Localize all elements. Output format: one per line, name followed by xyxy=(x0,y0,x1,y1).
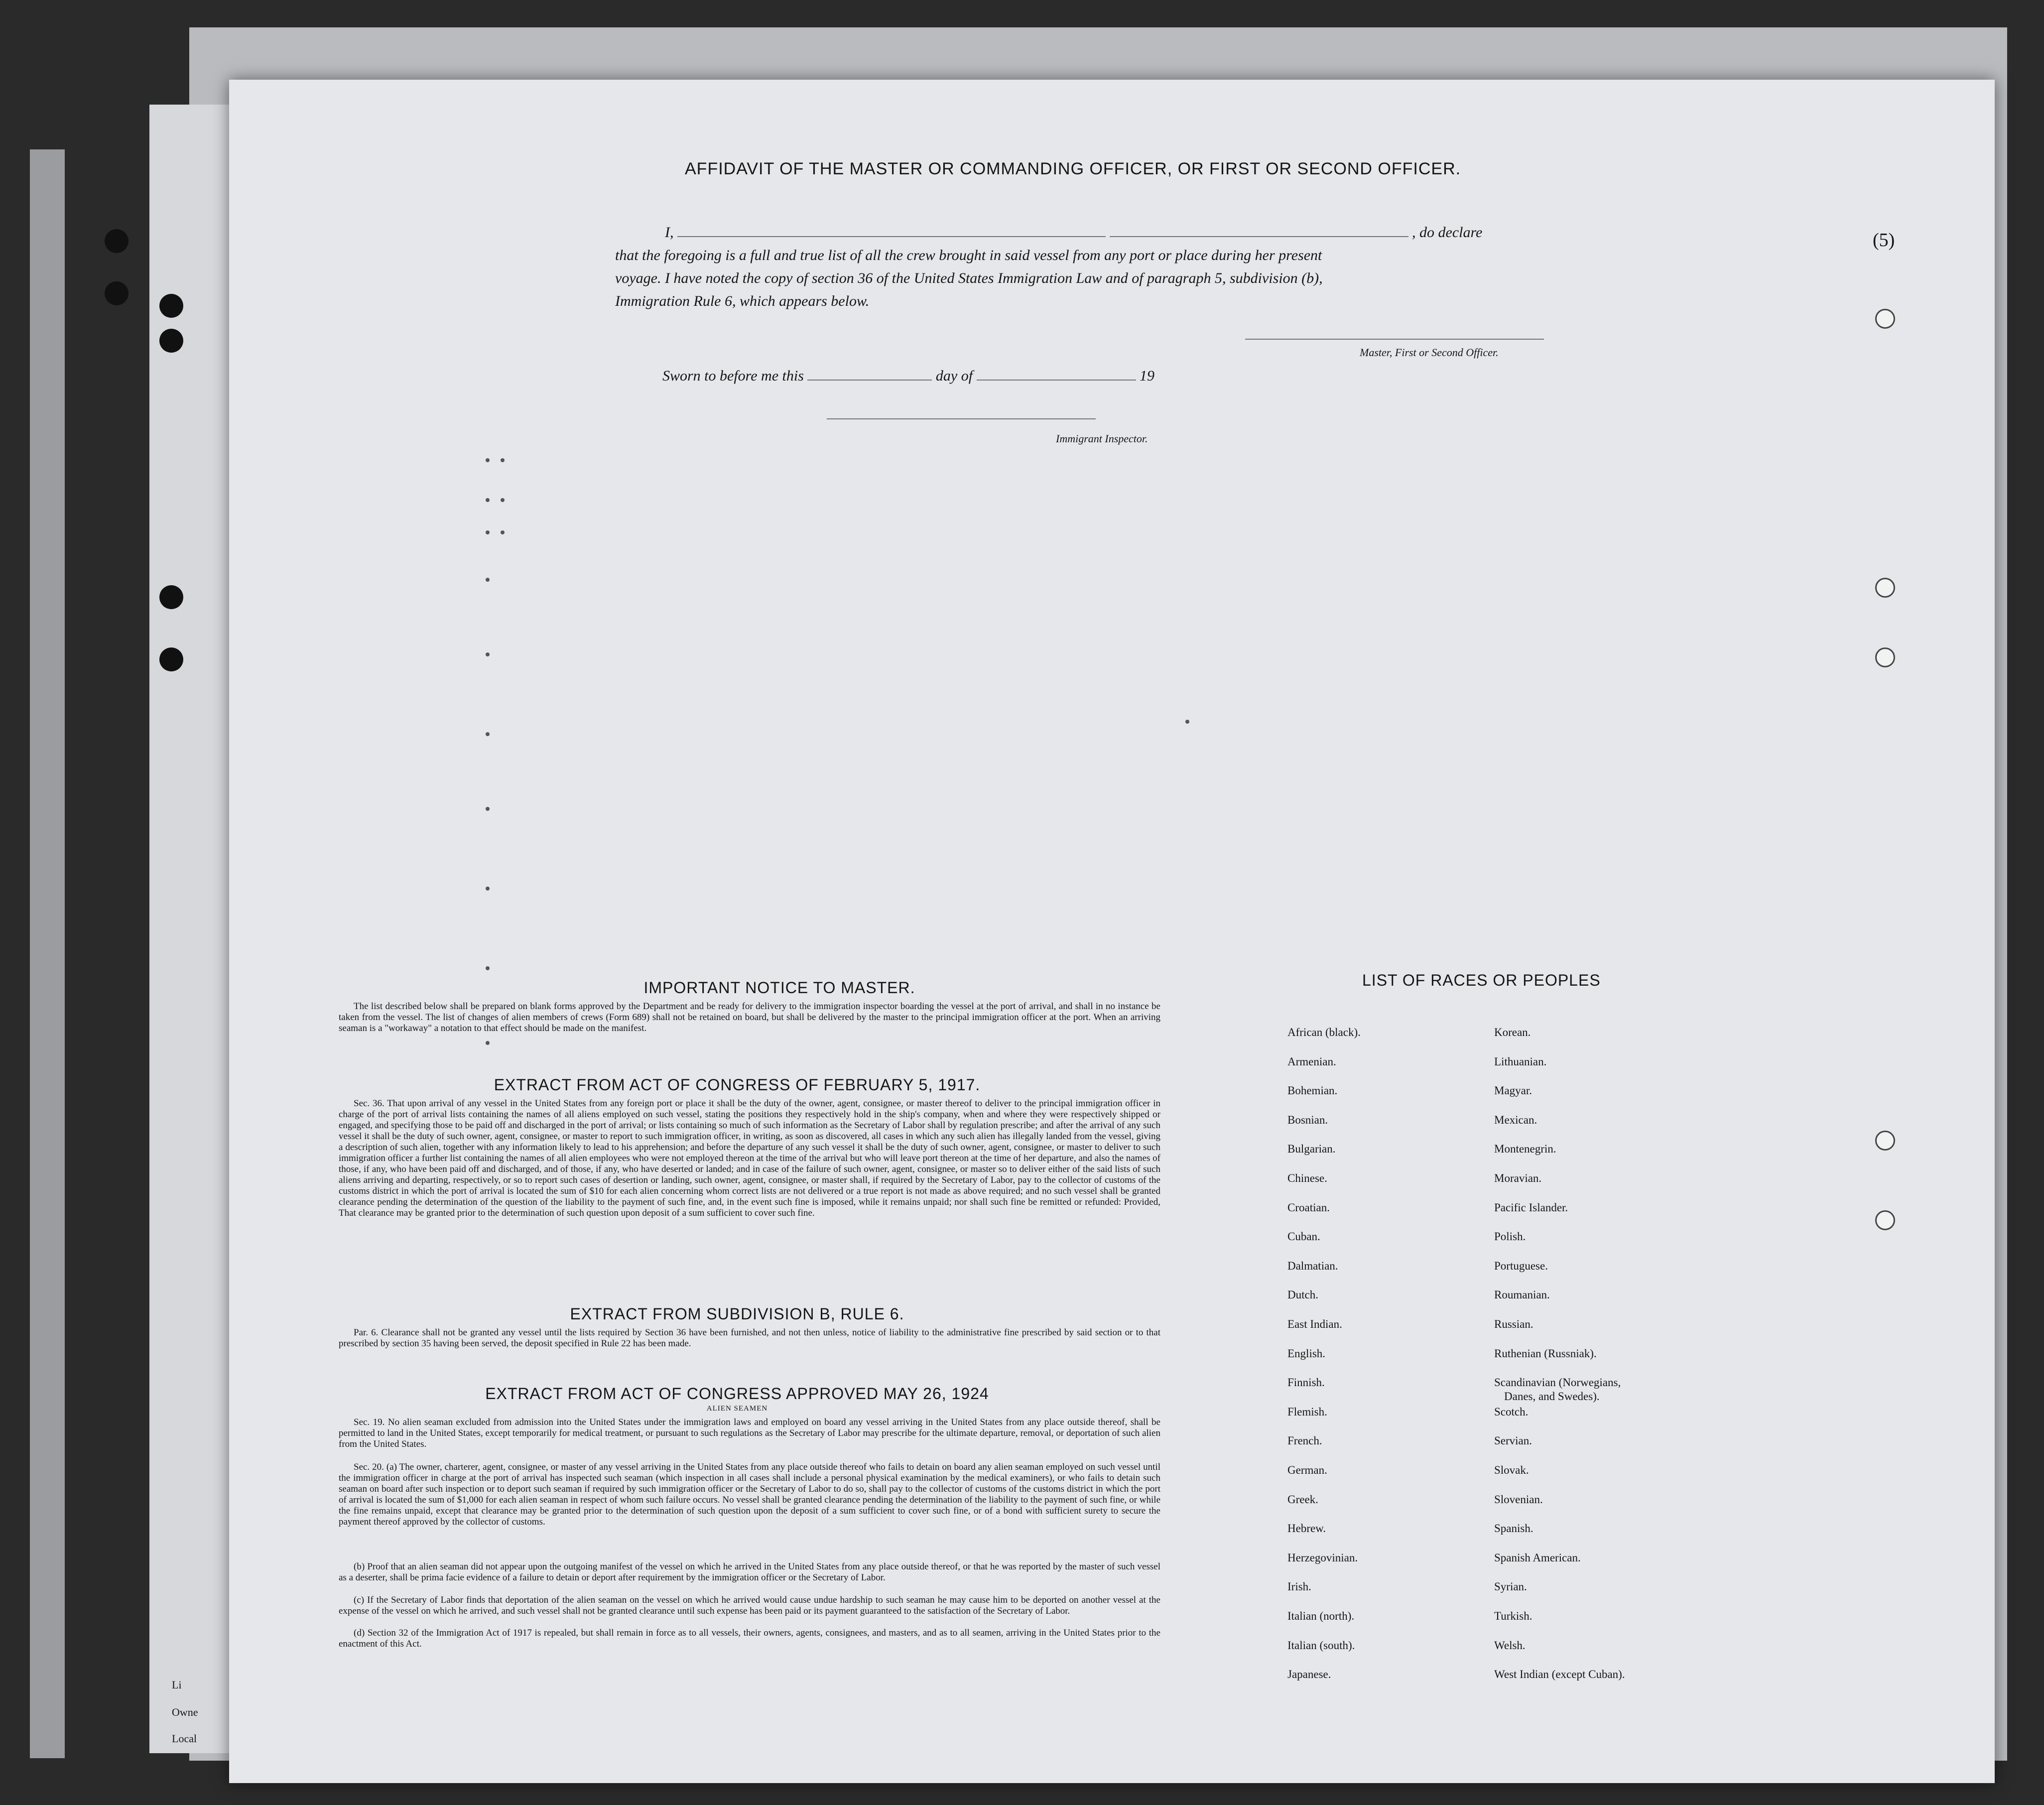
bleed-dot xyxy=(486,498,490,502)
race-item-right: Slovenian. xyxy=(1494,1493,1543,1506)
race-item-right: Spanish American. xyxy=(1494,1551,1581,1564)
race-item-right: Spanish. xyxy=(1494,1522,1533,1535)
punch-hole-icon xyxy=(1875,309,1895,329)
affidavit-line3: voyage. I have noted the copy of section 36 of the United States Immigration Law and of paragraph 5, subdivision (b), xyxy=(615,270,1323,286)
race-item-left: Croatian. xyxy=(1287,1201,1330,1214)
race-item-left: Japanese. xyxy=(1287,1668,1331,1681)
race-item-left: Irish. xyxy=(1287,1580,1311,1593)
extract-1924-sec19: Sec. 19. No alien seaman excluded from admission into the United States under the immigration laws and employed on board any vessel arriving in the United States from any place outside thereof, shall be permitted to land in the United States, except temporarily for medical treatment, or pursuant to such regulations as the Secretary of Labor may prescribe for the ultimate departure, removal, or deportation of such alien from the United States. xyxy=(339,1417,1160,1449)
races-title: LIST OF RACES OR PEOPLES xyxy=(1362,971,1601,989)
year-prefix: 19 xyxy=(1140,368,1155,384)
race-item-right: Scotch. xyxy=(1494,1405,1529,1418)
race-item-left: East Indian. xyxy=(1287,1318,1342,1330)
race-item-right: Slovak. xyxy=(1494,1464,1529,1476)
inspector-signature-line xyxy=(827,418,1096,419)
master-signature-line xyxy=(1245,339,1544,340)
race-item-right: Scandinavian (Norwegians, xyxy=(1494,1376,1621,1389)
binder-hole-icon xyxy=(159,647,183,671)
bleed-dot xyxy=(486,887,490,891)
bleed-dot xyxy=(486,652,490,656)
race-item-left: Bulgarian. xyxy=(1287,1143,1336,1156)
do-declare-label: , do declare xyxy=(1412,224,1483,241)
race-item-right: Portuguese. xyxy=(1494,1259,1548,1272)
race-item-left: Greek. xyxy=(1287,1493,1318,1506)
race-item-right: Turkish. xyxy=(1494,1610,1533,1622)
notice-body: The list described below shall be prepared on blank forms approved by the Department and be ready for delivery to the immigration inspector boarding the vessel at the port of arrival, and shall in no instance be taken from the vessel. The list of changes of alien members of crews (Form 689) shall not be retained on board, but shall be delivered by the master to the principal immigration officer at the port. When an arriving seaman is a "workaway" a notation to that effect should be made on the manifest. xyxy=(339,1001,1160,1033)
sworn-line xyxy=(662,368,1154,385)
race-item-left: Cuban. xyxy=(1287,1230,1320,1243)
bleed-dot xyxy=(486,458,490,462)
race-item-left: Dalmatian. xyxy=(1287,1259,1338,1272)
race-item-right: Danes, and Swedes). xyxy=(1504,1390,1600,1403)
race-item-left: African (black). xyxy=(1287,1026,1361,1038)
bleed-dot xyxy=(486,530,490,534)
race-item-right: West Indian (except Cuban). xyxy=(1494,1668,1625,1681)
day-blank xyxy=(807,379,932,381)
edge-fragment: Local xyxy=(172,1732,197,1745)
affidavit-line4: Immigration Rule 6, which appears below. xyxy=(615,293,870,309)
race-item-right: Syrian. xyxy=(1494,1580,1527,1593)
punch-hole-icon xyxy=(1875,1131,1895,1151)
bleed-dot xyxy=(486,1041,490,1045)
race-item-left: Bosnian. xyxy=(1287,1113,1328,1126)
extract-1924-subtitle: ALIEN SEAMEN xyxy=(706,1405,768,1413)
affidavit-line1 xyxy=(665,224,1810,241)
i-label: I, xyxy=(665,224,674,241)
race-item-right: Lithuanian. xyxy=(1494,1055,1547,1068)
notice-title: IMPORTANT NOTICE TO MASTER. xyxy=(643,979,915,997)
race-item-left: French. xyxy=(1287,1434,1322,1447)
vessel-blank xyxy=(1110,236,1408,237)
race-item-right: Ruthenian (Russniak). xyxy=(1494,1347,1597,1360)
binder-hole-icon xyxy=(105,281,128,305)
bleed-dot xyxy=(486,966,490,970)
punch-hole-icon xyxy=(1875,1210,1895,1230)
binder-hole-icon xyxy=(159,294,183,318)
extract-rule6-body: Par. 6. Clearance shall not be granted any vessel until the lists required by Section 36 have been furnished, and not then unless, notice of liability to the administrative fine prescribed by said section or to that prescribed by section 35 having been served, the deposit specified in Rule 22 has been made. xyxy=(339,1327,1160,1349)
extract-1917-body: Sec. 36. That upon arrival of any vessel in the United States from any foreign port or place it shall be the duty of the owner, agent, consignee, or master thereof to deliver to the principal immigration officer in charge of the port of arrival lists containing the names of all aliens employed on such vessel, stating the positions they respectively hold in the ship's company, when and where they were respectively shipped or engaged, and specifying those to be paid off and discharged in the port of arrival; or lists containing so much of such information as the Secretary of Labor shall by regulation prescribe; and after the arrival of any such vessel it shall be the duty of such owner, agent, consignee, or master to report to such immigration officer, in writing, as soon as discovered, all cases in which any such alien has illegally landed from the vessel, giving a description of such alien, together with any information likely to lead to his apprehension; and before the departure of any such vessel it shall be the duty of such owner, agent, consignee, or master to deliver to such immigration officer a further list containing the names of all alien employees who were not employed thereon at the time of the arrival but who will leave port thereon at the time of her departure, and also the names of those, if any, who have been paid off and discharged, and of those, if any, who have deserted or landed; and in case of the failure of such owner, agent, consignee, or master so to deliver either of the said lists of such aliens arriving and departing, respectively, or so to report such cases of desertion or landing, such owner, agent, consignee, or master shall, if required by the Secretary of Labor, pay to the collector of customs of the customs district in which the port of arrival is located the sum of $10 for each alien concerning whom correct lists are not delivered or a true report is not made as above required; and no such vessel shall be granted clearance pending the determination of the question of the liability to the payment of such fine, and, in the event such fine is imposed, while it remains unpaid; nor shall such fine be remitted or refunded: Provided, That clearance may be granted prior to the determination of such question upon deposit of a sum sufficient to cover such fine. xyxy=(339,1098,1160,1218)
affidavit-title: AFFIDAVIT OF THE MASTER OR COMMANDING OFFICER, OR FIRST OR SECOND OFFICER. xyxy=(685,159,1461,178)
back-sheet-edge xyxy=(30,149,65,1758)
extract-1924-sec20b: (b) Proof that an alien seaman did not appear upon the outgoing manifest of the vessel on which he arrived in the United States from any place outside thereof, or that he was reported by the master of such vessel as a deserter, shall be prima facie evidence of a failure to detain or deport after requirement by the immigration officer or the Secretary of Labor. xyxy=(339,1561,1160,1583)
extract-1924-sec20d: (d) Section 32 of the Immigration Act of 1917 is repealed, but shall remain in force as to all vessels, their owners, agents, consignees, and masters, and as to all seamen, arriving in the United States prior to the enactment of this Act. xyxy=(339,1628,1160,1649)
race-item-left: Herzegovinian. xyxy=(1287,1551,1358,1564)
bleed-dot xyxy=(486,578,490,582)
master-signature-label: Master, First or Second Officer. xyxy=(1360,346,1499,359)
page-mark: (5) xyxy=(1873,230,1895,251)
race-item-right: Russian. xyxy=(1494,1318,1533,1330)
race-item-left: German. xyxy=(1287,1464,1327,1476)
bleed-dot xyxy=(501,498,505,502)
extract-1924-sec20a: Sec. 20. (a) The owner, charterer, agent, consignee, or master of any vessel arriving in the United States from any place outside thereof who fails to detain on board any alien seaman employed on such vessel until the immigration officer in charge at the port of arrival has inspected such seaman (which inspection in all cases shall include a personal physical examination by the medical examiners), or who fails to detain such seaman on board after such inspection or to deport such seaman if required by such immigration officer or the Secretary of Labor to do so, shall pay to the collector of customs of the customs district in which the port of arrival is located the sum of $1,000 for each alien seaman in respect of whom such failure occurs. No vessel shall be granted clearance pending the determination of the liability to the payment of such fine, or while the fine remains unpaid, except that clearance may be granted prior to the determination of such question upon the deposit of a sum sufficient to cover such fine, or of a bond with sufficient surety to secure the payment thereof approved by the collector of customs. xyxy=(339,1462,1160,1527)
name-blank xyxy=(677,236,1106,237)
bleed-dot xyxy=(486,732,490,736)
binder-hole-icon xyxy=(159,329,183,353)
race-item-left: Finnish. xyxy=(1287,1376,1325,1389)
edge-fragment: Li xyxy=(172,1678,182,1691)
race-item-left: Armenian. xyxy=(1287,1055,1336,1068)
race-item-right: Polish. xyxy=(1494,1230,1526,1243)
race-item-left: Hebrew. xyxy=(1287,1522,1326,1535)
day-of-label: day of xyxy=(935,368,973,384)
race-item-right: Montenegrin. xyxy=(1494,1143,1556,1156)
extract-rule6-title: EXTRACT FROM SUBDIVISION B, RULE 6. xyxy=(570,1305,904,1323)
bleed-dot xyxy=(501,458,505,462)
race-item-right: Welsh. xyxy=(1494,1639,1526,1652)
race-item-right: Korean. xyxy=(1494,1026,1531,1038)
race-item-left: Italian (south). xyxy=(1287,1639,1355,1652)
race-item-left: Chinese. xyxy=(1287,1172,1327,1184)
extract-1917-title: EXTRACT FROM ACT OF CONGRESS OF FEBRUARY 5, 1917. xyxy=(494,1076,981,1094)
sworn-label: Sworn to before me this xyxy=(662,368,804,384)
race-item-right: Magyar. xyxy=(1494,1084,1533,1097)
binder-hole-icon xyxy=(105,229,128,253)
edge-fragment: Owne xyxy=(172,1706,198,1718)
race-item-right: Moravian. xyxy=(1494,1172,1542,1184)
bleed-dot xyxy=(501,530,505,534)
race-item-right: Mexican. xyxy=(1494,1113,1537,1126)
inspector-label: Immigrant Inspector. xyxy=(1056,432,1148,445)
race-item-right: Pacific Islander. xyxy=(1494,1201,1568,1214)
bleed-dot xyxy=(486,807,490,811)
month-blank xyxy=(977,379,1136,381)
race-item-left: English. xyxy=(1287,1347,1326,1360)
race-item-left: Bohemian. xyxy=(1287,1084,1338,1097)
form-page xyxy=(229,80,1995,1783)
punch-hole-icon xyxy=(1875,578,1895,598)
affidavit-line2: that the foregoing is a full and true list of all the crew brought in said vessel from any port or place during her present xyxy=(615,247,1322,263)
extract-1924-sec20c: (c) If the Secretary of Labor finds that deportation of the alien seaman on the vessel on which he arrived would cause undue hardship to such seaman he may cause him to be deported on another vessel at the expense of the vessel on which he arrived, and such vessel shall not be granted clearance until such expense has been paid or its payment guaranteed to the satisfaction of the Secretary of Labor. xyxy=(339,1595,1160,1616)
bleed-dot xyxy=(1185,720,1189,724)
race-item-left: Italian (north). xyxy=(1287,1610,1355,1622)
binder-hole-icon xyxy=(159,585,183,609)
extract-1924-title: EXTRACT FROM ACT OF CONGRESS APPROVED MAY 26, 1924 xyxy=(485,1385,989,1403)
race-item-right: Roumanian. xyxy=(1494,1289,1550,1301)
punch-hole-icon xyxy=(1875,647,1895,667)
race-item-left: Dutch. xyxy=(1287,1289,1318,1301)
race-item-left: Flemish. xyxy=(1287,1405,1327,1418)
race-item-right: Servian. xyxy=(1494,1434,1533,1447)
